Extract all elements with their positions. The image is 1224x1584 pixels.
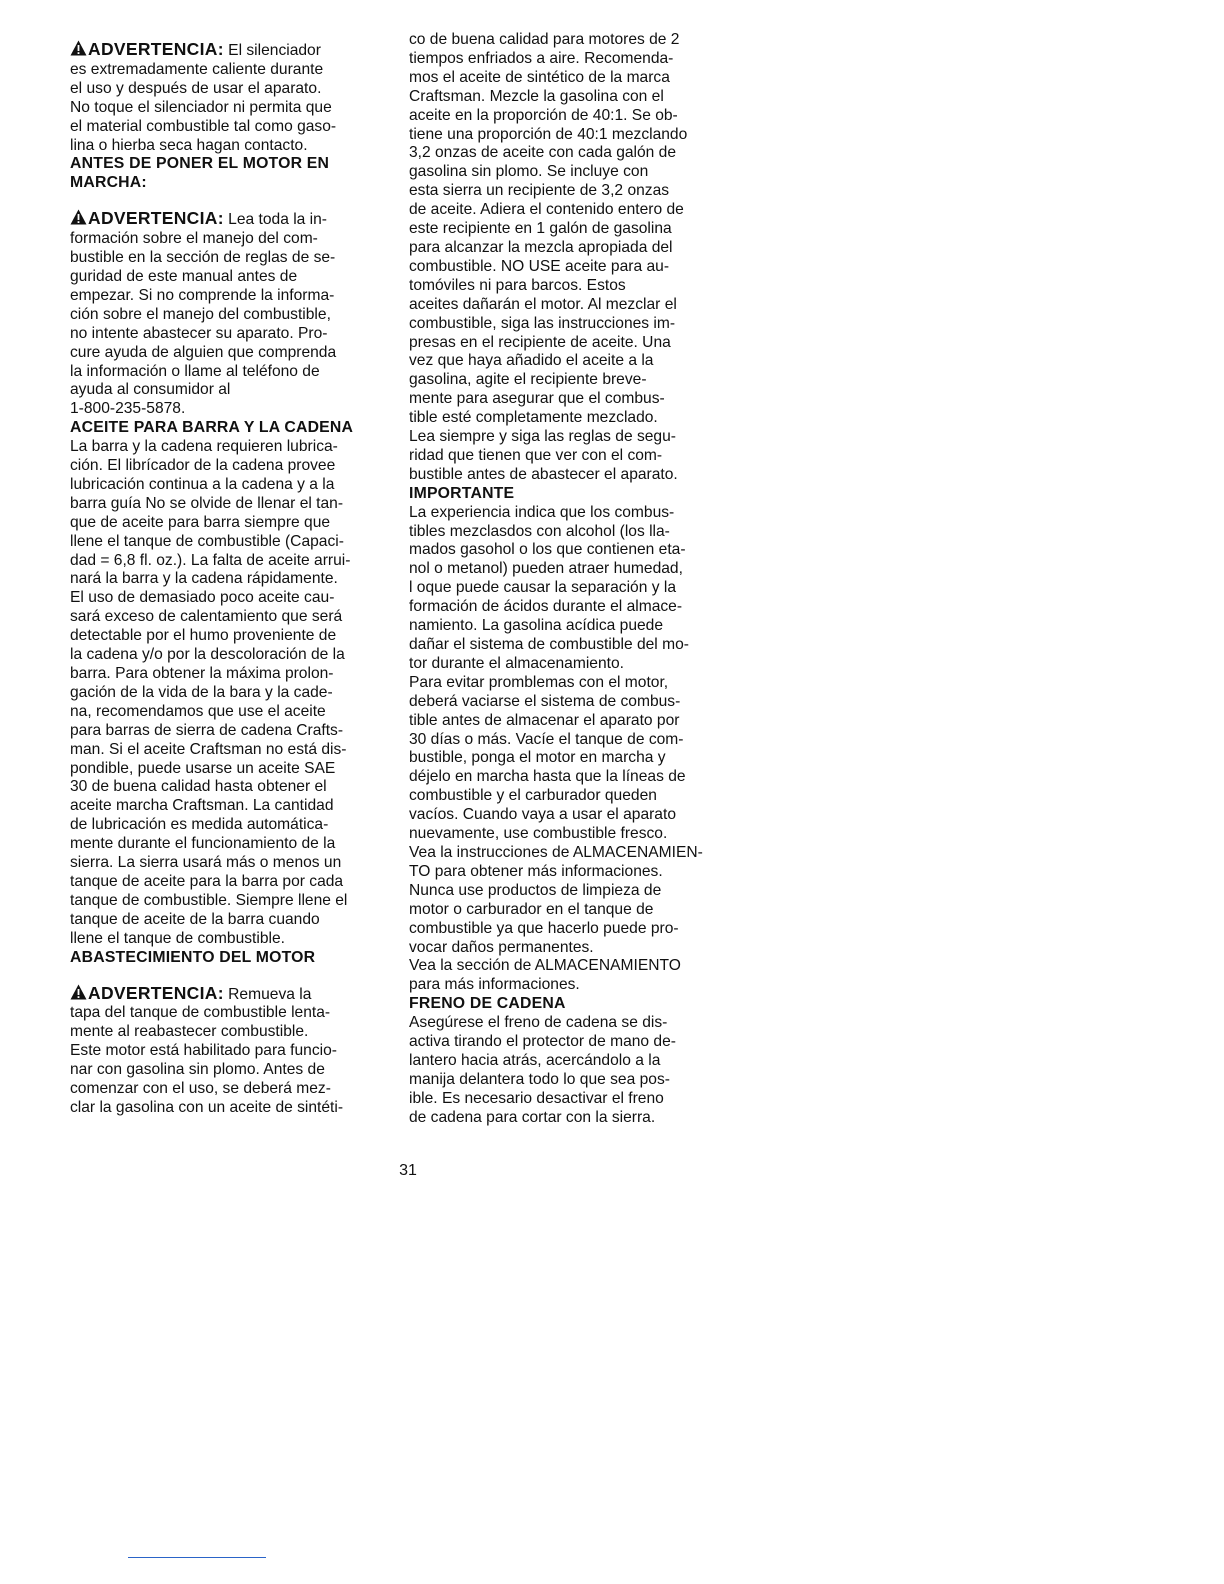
text-line: Lea siempre y siga las reglas de segu-	[409, 428, 676, 446]
text-line: combustible ya que hacerlo puede pro-	[409, 919, 679, 937]
text-line: manija delantera todo lo que sea pos-	[409, 1070, 670, 1088]
text-line: para alcanzar la mezcla apropiada del	[409, 238, 673, 256]
section-heading-antes-cont: MARCHA:	[70, 174, 147, 192]
text-line: bustible antes de abastecer el aparato.	[409, 465, 678, 483]
text-line: Nunca use productos de limpieza de	[409, 881, 662, 899]
text-line: tapa del tanque de combustible lenta-	[70, 1004, 331, 1022]
text-line: vacíos. Cuando vaya a usar el aparato	[409, 806, 676, 824]
warning-silenciador	[70, 40, 388, 61]
text-line: mados gasohol o los que contienen eta-	[409, 541, 686, 559]
text-line: ción sobre el manejo del combustible,	[70, 305, 331, 323]
text-line: lubricación continua a la cadena y a la	[70, 475, 335, 493]
warning-lead-text: Lea toda la in-	[228, 211, 328, 229]
text-line: nuevamente, use combustible fresco.	[409, 825, 668, 843]
text-line: gasolina, agite el recipiente breve-	[409, 371, 647, 389]
text-line: tiempos enfriados a aire. Recomenda-	[409, 49, 674, 67]
text-line: empezar. Si no comprende la informa-	[70, 286, 335, 304]
text-line: combustible. NO USE aceite para au-	[409, 257, 670, 275]
text-line: motor o carburador en el tanque de	[409, 900, 654, 918]
text-line: la información o llame al teléfono de	[70, 362, 320, 380]
text-line: este recipiente en 1 galón de gasolina	[409, 220, 672, 238]
text-line: no intente abastecer su aparato. Pro-	[70, 324, 328, 342]
text-line: para barras de sierra de cadena Crafts-	[70, 721, 344, 739]
section-heading-aceite: ACEITE PARA BARRA Y LA CADENA	[70, 419, 354, 437]
scan-edge-line	[128, 1557, 266, 1558]
text-line: TO para obtener más informaciones.	[409, 862, 663, 880]
text-line: mos el aceite de sintético de la marca	[409, 68, 670, 86]
text-line: es extremadamente caliente durante	[70, 60, 324, 78]
warning-triangle-icon	[70, 984, 87, 1000]
warning-triangle-icon	[70, 209, 87, 225]
text-line: déjelo en marcha hasta que la líneas de	[409, 768, 686, 786]
text-line: l oque puede causar la separación y la	[409, 579, 677, 597]
right-column	[409, 31, 727, 1128]
text-line: llene el tanque de combustible.	[70, 929, 285, 947]
text-line: tanque de combustible. Siempre llene el	[70, 891, 348, 909]
text-line: ridad que tienen que ver con el com-	[409, 446, 663, 464]
text-line: tiene una proporción de 40:1 mezclando	[409, 125, 688, 143]
text-line: Craftsman. Mezcle la gasolina con el	[409, 87, 664, 105]
text-line: 30 días o más. Vacíe el tanque de com-	[409, 730, 684, 748]
warning-lead-text: Remueva la	[228, 985, 312, 1003]
text-line: man. Si el aceite Craftsman no está dis-	[70, 740, 347, 758]
text-line: tible antes de almacenar el aparato por	[409, 711, 680, 729]
text-line: tible esté completamente mezclado.	[409, 409, 658, 427]
text-line: vez que haya añadido el aceite a la	[409, 352, 654, 370]
text-line: nol o metanol) pueden atraer humedad,	[409, 560, 683, 578]
warning-lead-text: El silenciador	[228, 42, 321, 59]
text-line: El uso de demasiado poco aceite cau-	[70, 589, 335, 607]
text-line: No toque el silenciador ni permita que	[70, 98, 332, 116]
text-line: activa tirando el protector de mano de-	[409, 1033, 676, 1051]
text-line: tanque de aceite para la barra por cada	[70, 872, 344, 890]
text-line: gación de la vida de la bara y la cade-	[70, 683, 333, 701]
text-line: dad = 6,8 fl. oz.). La falta de aceite arrui-	[70, 551, 351, 569]
text-line: ción. El librícador de la cadena provee	[70, 457, 336, 475]
text-line: na, recomendamos que use el aceite	[70, 702, 326, 720]
text-line: Vea la instrucciones de ALMACENAMIEN-	[409, 843, 703, 861]
phone-number: 1-800-235-5878.	[70, 400, 186, 418]
warning-triangle-icon	[70, 40, 87, 56]
warning-combustible	[70, 209, 388, 230]
text-line: el material combustible tal como gaso-	[70, 117, 337, 135]
text-line: guridad de este manual antes de	[70, 267, 298, 285]
text-line: mente al reabastecer combustible.	[70, 1023, 309, 1041]
text-line: formación de ácidos durante el almace-	[409, 598, 683, 616]
text-line: co de buena calidad para motores de 2	[409, 31, 680, 48]
text-line: barra. Para obtener la máxima prolon-	[70, 665, 334, 682]
text-line: tor durante el almacenamiento.	[409, 654, 624, 672]
text-line: aceite en la proporción de 40:1. Se ob-	[409, 106, 678, 124]
text-line: de cadena para cortar con la sierra.	[409, 1108, 656, 1126]
text-line: mente para asegurar que el combus-	[409, 390, 665, 408]
text-line: que de aceite para barra siempre que	[70, 513, 331, 531]
text-line: llene el tanque de combustible (Capaci-	[70, 532, 344, 550]
text-line: de aceite. Adiera el contenido entero de	[409, 201, 684, 219]
warning-tapa	[70, 984, 388, 1005]
text-line: tanque de aceite de la barra cuando	[70, 910, 320, 928]
text-line: dañar el sistema de combustible del mo-	[409, 636, 689, 653]
text-line: nar con gasolina sin plomo. Antes de	[70, 1061, 325, 1079]
text-line: ible. Es necesario desactivar el freno	[409, 1089, 664, 1107]
text-line: ayuda al consumidor al	[70, 381, 231, 399]
text-line: sierra. La sierra usará más o menos un	[70, 854, 342, 872]
text-line: detectable por el humo proveniente de	[70, 627, 337, 645]
warning-label: ADVERTENCIA:	[88, 208, 224, 229]
left-column	[70, 40, 388, 1118]
page-number: 31	[399, 1162, 417, 1179]
text-line: presas en el recipiente de aceite. Una	[409, 333, 671, 351]
text-line: gasolina sin plomo. Se incluye con	[409, 163, 649, 181]
text-line: lina o hierba seca hagan contacto.	[70, 136, 308, 154]
text-line: aceite marcha Craftsman. La cantidad	[70, 797, 334, 815]
section-heading-antes: ANTES DE PONER EL MOTOR EN	[70, 155, 330, 173]
text-line: namiento. La gasolina acídica puede	[409, 617, 664, 635]
text-line: Este motor está habilitado para funcio-	[70, 1042, 337, 1060]
text-line: pondible, puede usarse un aceite SAE	[70, 759, 336, 777]
text-line: combustible, siga las instrucciones im-	[409, 314, 676, 332]
warning-label: ADVERTENCIA:	[88, 982, 224, 1003]
text-line: Vea la sección de ALMACENAMIENTO	[409, 957, 681, 975]
text-line: Asegúrese el freno de cadena se dis-	[409, 1014, 668, 1032]
text-line: La barra y la cadena requieren lubrica-	[70, 438, 338, 456]
text-line: aceites dañarán el motor. Al mezclar el	[409, 295, 677, 313]
text-line: La experiencia indica que los combus-	[409, 503, 675, 521]
text-line: la cadena y/o por la descoloración de la	[70, 646, 345, 664]
text-line: formación sobre el manejo del com-	[70, 230, 318, 248]
text-line: Para evitar promblemas con el motor,	[409, 673, 669, 691]
text-line: bustible, ponga el motor en marcha y	[409, 749, 666, 767]
text-line: 3,2 onzas de aceite con cada galón de	[409, 144, 677, 162]
text-line: tibles mezclasdos con alcohol (los lla-	[409, 522, 670, 540]
text-line: deberá vaciarse el sistema de combus-	[409, 692, 681, 710]
section-heading-abastecimiento: ABASTECIMIENTO DEL MOTOR	[70, 948, 316, 966]
text-line: barra guía No se olvide de llenar el tan-	[70, 494, 344, 512]
text-line: clar la gasolina con un aceite de sintéti-	[70, 1098, 344, 1116]
text-line: de lubricación es medida automática-	[70, 816, 329, 834]
text-line: cure ayuda de alguien que comprenda	[70, 343, 337, 361]
text-line: sará exceso de calentamiento que será	[70, 608, 343, 626]
text-line: tomóviles ni para barcos. Estos	[409, 276, 626, 294]
section-heading-freno: FRENO DE CADENA	[409, 995, 566, 1013]
text-line: el uso y después de usar el aparato.	[70, 79, 322, 97]
text-line: bustible en la sección de reglas de se-	[70, 249, 336, 267]
text-line: nará la barra y la cadena rápidamente.	[70, 570, 338, 588]
text-line: 30 de buena calidad hasta obtener el	[70, 778, 327, 796]
text-line: esta sierra un recipiente de 3,2 onzas	[409, 182, 670, 200]
section-heading-importante: IMPORTANTE	[409, 484, 515, 502]
text-line: comenzar con el uso, se deberá mez-	[70, 1080, 331, 1098]
warning-label: ADVERTENCIA:	[88, 39, 224, 59]
text-line: vocar daños permanentes.	[409, 938, 594, 956]
text-line: para más informaciones.	[409, 976, 580, 994]
text-line: lantero hacia atrás, acercándolo a la	[409, 1051, 661, 1069]
text-line: combustible y el carburador queden	[409, 787, 657, 805]
text-line: mente durante el funcionamiento de la	[70, 835, 336, 853]
